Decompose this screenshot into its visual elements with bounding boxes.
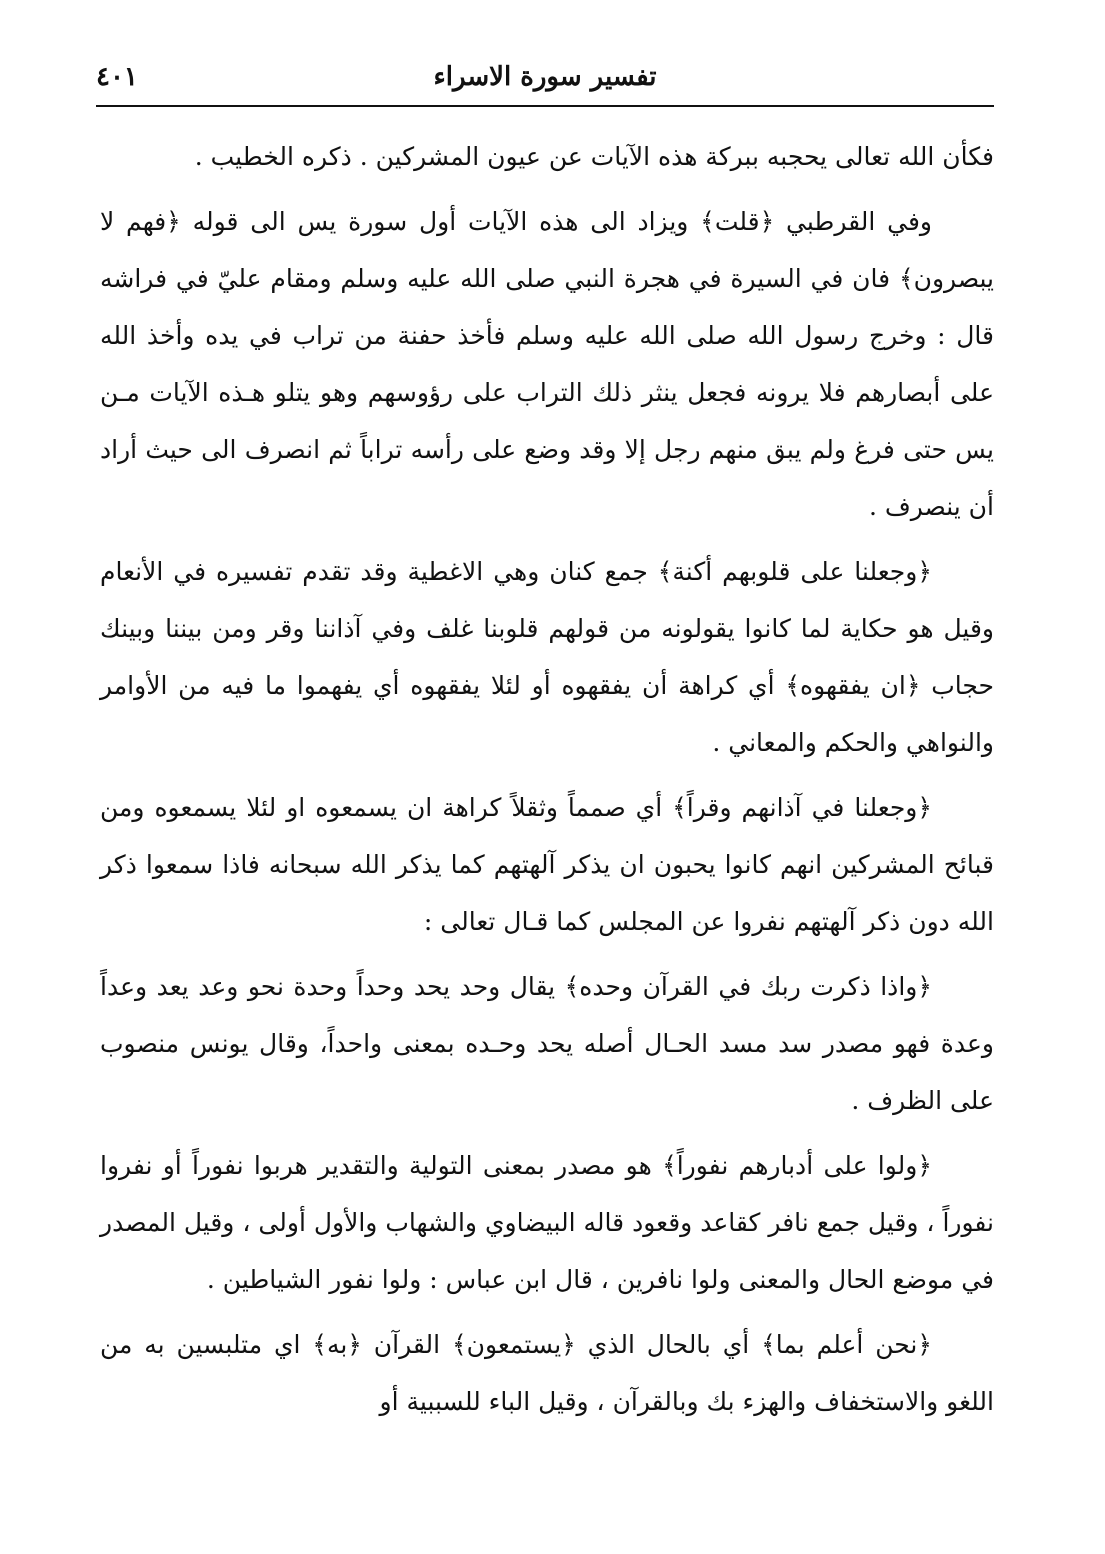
paragraph-waqr: ﴿وجعلنا في آذانهم وقراً﴾ أي صمماً وثقلاً كراهة ان يسمعوه او لئلا يسمعوه ومن قبائح المشركين انهم كانوا يحبون ان يذكر آلهتهم كما يذكر الله سبحانه فاذا سمعوا ذكر الله دون ذكر آلهتهم نفروا عن المجلس كما قـال تعالى :	[100, 793, 994, 936]
page-number: ٤٠١	[96, 62, 138, 92]
running-header	[96, 58, 994, 102]
paragraph-nufura: ﴿ولوا على أدبارهم نفوراً﴾ هو مصدر بمعنى التولية والتقدير هربوا نفوراً أو نفروا نفوراً ، وقيل جمع نافر كقاعد وقعود قاله البيضاوي والشهاب والأول أولى ، وقيل المصدر في موضع الحال والمعنى ولوا نافرين ، قال ابن عباس : ولوا نفور الشياطين .	[100, 1151, 994, 1294]
header-title: تفسير سورة الاسراء	[433, 62, 657, 92]
paragraph-qurtubi: وفي القرطبي ﴿قلت﴾ ويزاد الى هذه الآيات أول سورة يس الى قوله ﴿فهم لا يبصرون﴾ فان في السيرة في هجرة النبي صلى الله عليه وسلم ومقام عليّ في فراشه قال : وخرج رسول الله صلى الله عليه وسلم فأخذ حفنة من تراب في يده وأخذ الله على أبصارهم فلا يرونه فجعل ينثر ذلك التراب على رؤوسهم وهو يتلو هـذه الآيات مـن يس حتى فرغ ولم يبق منهم رجل إلا وقد وضع على رأسه تراباً ثم انصرف الى حيث أراد أن ينصرف .	[100, 207, 994, 521]
header-divider	[96, 105, 994, 107]
paragraph-wahdahu: ﴿واذا ذكرت ربك في القرآن وحده﴾ يقال وحد يحد وحداً وحدة نحو وعد يعد وعداً وعدة فهو مصدر سد مسد الحـال أصله يحد وحـده بمعنى واحداً، وقال يونس منصوب على الظرف .	[100, 972, 994, 1115]
paragraph-continuation: فكأن الله تعالى يحجبه ببركة هذه الآيات عن عيون المشركين . ذكره الخطيب .	[194, 142, 994, 171]
body-text	[100, 128, 994, 1438]
paragraph-nahnu-alam: ﴿نحن أعلم بما﴾ أي بالحال الذي ﴿يستمعون﴾ القرآن ﴿به﴾ اي متلبسين به من اللغو والاستخفاف والهزء بك وبالقرآن ، وقيل الباء للسببية أو	[100, 1330, 994, 1416]
paragraph-akinna: ﴿وجعلنا على قلوبهم أكنة﴾ جمع كنان وهي الاغطية وقد تقدم تفسيره في الأنعام وقيل هو حكاية لما كانوا يقولونه من قولهم قلوبنا غلف وفي آذاننا وقر ومن بيننا وبينك حجاب ﴿ان يفقهوه﴾ أي كراهة أن يفقهوه أو لئلا يفقهوه أي يفهموا ما فيه من الأوامر والنواهي والحكم والمعاني .	[100, 557, 994, 757]
